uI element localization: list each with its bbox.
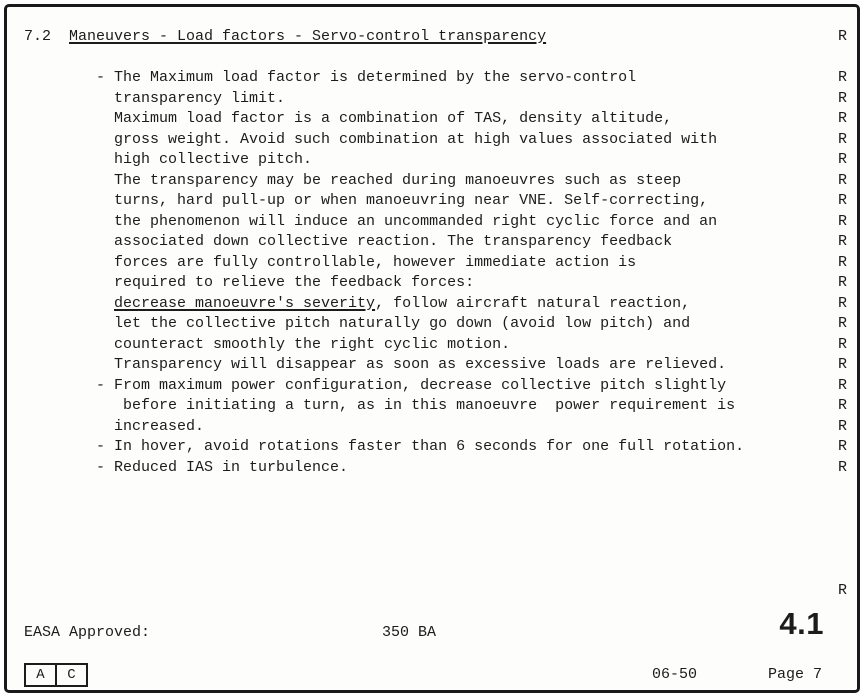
body-line [24, 478, 847, 499]
revision-marker: R [837, 356, 847, 373]
revision-marker: R [837, 151, 847, 168]
body-line-text [24, 150, 312, 171]
page-number: Page 7 [768, 666, 823, 683]
body-line [24, 314, 847, 335]
text-segment: transparency limit. [24, 89, 286, 107]
body-line [24, 437, 847, 458]
revision-marker: R [837, 274, 847, 291]
body-line [24, 212, 847, 233]
text-segment: gross weight. Avoid such combination at high values associated with [24, 130, 718, 148]
body-line [24, 68, 847, 89]
code-letter-a: A [36, 667, 45, 683]
revision-marker: R [837, 417, 847, 435]
section-code: 06-50 [652, 666, 698, 683]
code-letter-c: C [55, 665, 86, 685]
body-line-text [24, 68, 636, 89]
body-line-text [24, 417, 204, 438]
body-line [24, 499, 847, 520]
body-line [24, 355, 847, 376]
text-segment: - From maximum power configuration, decrease collective pitch slightly [24, 376, 727, 394]
revision-marker: R [837, 233, 847, 250]
body-line [24, 89, 847, 110]
text-segment: associated down collective reaction. The transparency feedback [24, 233, 673, 250]
text-segment: the phenomenon will induce an uncommanded right cyclic force and an [24, 212, 718, 230]
revision-marker: R [837, 253, 847, 271]
revision-marker: R [837, 28, 847, 45]
text-segment [24, 295, 114, 312]
section-title: Maneuvers - Load factors - Servo-control transparency [69, 28, 547, 45]
body-line [24, 396, 847, 417]
text-segment: high collective pitch. [24, 151, 313, 168]
document-page [4, 4, 860, 693]
body-line [24, 417, 847, 438]
underlined-phrase: decrease manoeuvre's severity [114, 294, 376, 312]
body-line-text [24, 89, 285, 110]
body-line [24, 540, 847, 561]
revision-marker: R [837, 376, 847, 394]
body-line-text [24, 130, 717, 151]
text-segment: Maximum load factor is a combination of TAS, density altitude, [24, 110, 673, 127]
body-line-text [24, 396, 735, 417]
body-line-text [24, 253, 636, 274]
body-line-text [24, 355, 726, 376]
text-segment: - The Maximum load factor is determined by the servo-control [24, 69, 637, 86]
text-segment: required to relieve the feedback forces: [24, 274, 475, 291]
easa-approved-label: EASA Approved: [24, 624, 151, 641]
text-segment: The transparency may be reached during manoeuvres such as steep [24, 171, 682, 189]
revision-marker: R [837, 89, 847, 107]
body-line [24, 273, 847, 294]
revision-marker: R [837, 192, 847, 209]
body-line-text [24, 437, 744, 458]
text-segment: let the collective pitch naturally go down (avoid low pitch) and [24, 315, 691, 332]
body-line [24, 130, 847, 151]
text-segment: forces are fully controllable, however immediate action is [24, 253, 637, 271]
revision-marker: R [837, 315, 847, 332]
page-content [24, 27, 847, 601]
revision-marker: R [837, 130, 847, 148]
body-line-text [24, 191, 708, 212]
body-line-text [24, 294, 690, 315]
body-line-text [24, 171, 681, 192]
body-line [24, 294, 847, 315]
body-line [24, 191, 847, 212]
body-text [24, 68, 847, 601]
body-line [24, 335, 847, 356]
body-line [24, 171, 847, 192]
revision-marker: R [837, 110, 847, 127]
text-segment: increased. [24, 417, 205, 435]
ac-code-box [24, 663, 88, 687]
text-segment: , follow aircraft natural reaction, [375, 294, 691, 312]
revision-marker: R [837, 212, 847, 230]
body-line-text [24, 232, 672, 253]
body-line-text [24, 314, 690, 335]
revision-marker: R [837, 438, 847, 455]
text-segment: - In hover, avoid rotations faster than 6 seconds for one full rotation. [24, 438, 745, 455]
body-line-text [24, 109, 672, 130]
revision-marker: R [837, 171, 847, 189]
text-segment: counteract smoothly the right cyclic motion. [24, 335, 511, 353]
revision-marker: R [837, 294, 847, 312]
text-segment: before initiating a turn, as in this manoeuvre power requirement is [24, 397, 736, 414]
text-segment: - Reduced IAS in turbulence. [24, 458, 349, 476]
body-line [24, 109, 847, 130]
revision-marker: R [837, 581, 847, 599]
body-line [24, 581, 847, 602]
revision-marker: R [837, 335, 847, 353]
section-number: 7.2 [24, 28, 52, 45]
chapter-number: 4.1 [779, 606, 824, 641]
body-line [24, 560, 847, 581]
body-line [24, 150, 847, 171]
text-segment: Transparency will disappear as soon as excessive loads are relieved. [24, 356, 727, 373]
revision-marker: R [837, 69, 847, 86]
revision-marker: R [837, 458, 847, 476]
body-line [24, 232, 847, 253]
revision-marker: R [837, 397, 847, 414]
section-heading [24, 27, 847, 48]
heading-text [24, 27, 546, 48]
aircraft-type: 350 BA [382, 624, 437, 641]
body-line-text [24, 212, 717, 233]
body-line [24, 376, 847, 397]
body-line-text [24, 273, 474, 294]
body-line [24, 253, 847, 274]
body-line [24, 458, 847, 479]
body-line [24, 519, 847, 540]
text-segment: turns, hard pull-up or when manoeuvring near VNE. Self-correcting, [24, 192, 709, 209]
body-line-text [24, 335, 510, 356]
body-line-text [24, 376, 726, 397]
body-line-text [24, 458, 348, 479]
